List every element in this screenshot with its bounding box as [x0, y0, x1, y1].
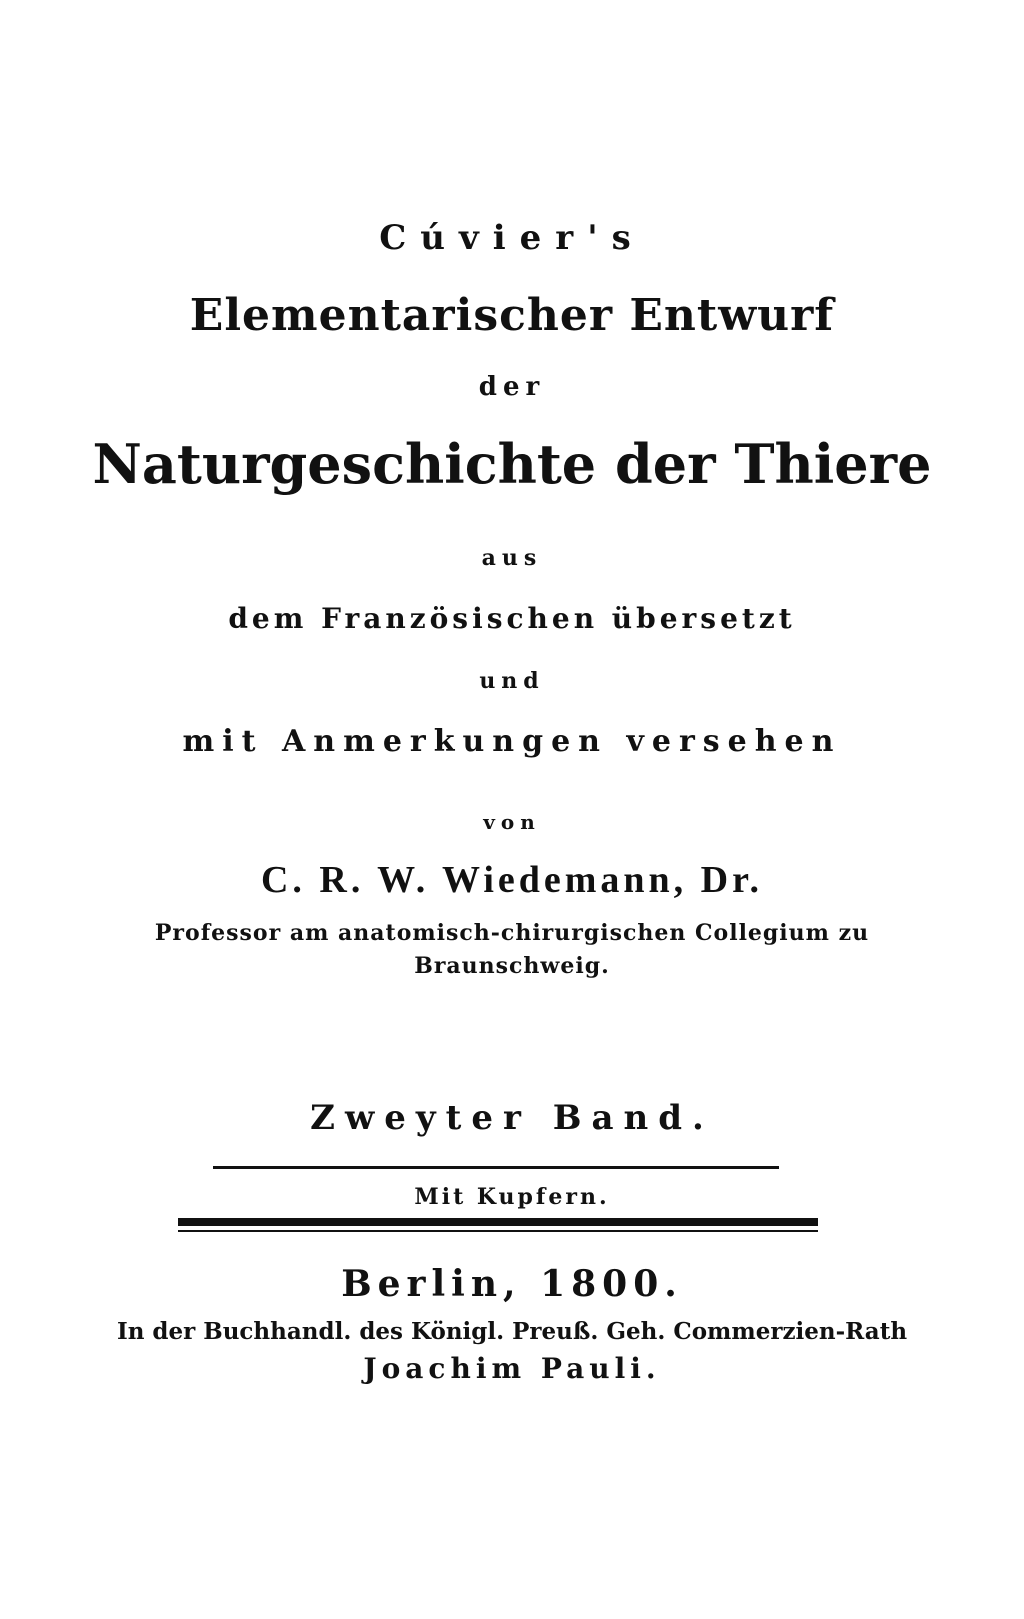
translator-name: C. R. W. Wiedemann, Dr.: [260, 859, 763, 901]
rule-double-thin: [178, 1230, 818, 1232]
publisher-line-2: Joachim Pauli.: [363, 1352, 661, 1385]
volume: Zweyter Band.: [310, 1098, 714, 1138]
main-title: Naturgeschichte der Thiere: [92, 432, 932, 496]
translation-line-2: dem Französischen übersetzt: [228, 602, 796, 635]
author-possessive: Cúvier's: [379, 218, 645, 258]
translator-role-1: Professor am anatomisch-chirurgischen Collegium zu: [154, 920, 870, 946]
translation-line-3: und: [479, 668, 545, 694]
publisher-line-1: In der Buchhandl. des Königl. Preuß. Geh. Commerzien-Rath: [116, 1318, 908, 1345]
rule-thin-top: [213, 1166, 779, 1169]
translation-line-1: aus: [481, 545, 543, 571]
translation-line-4: mit Anmerkungen versehen: [182, 724, 842, 759]
by-line: von: [483, 810, 541, 834]
place-year: Berlin, 1800.: [341, 1263, 683, 1305]
title-line-1: Elementarischer Entwurf: [189, 290, 835, 341]
rule-double-thick: [178, 1218, 818, 1226]
title-line-2: der: [478, 372, 546, 402]
illustrations-note: Mit Kupfern.: [414, 1184, 610, 1210]
translator-role-2: Braunschweig.: [414, 953, 610, 979]
